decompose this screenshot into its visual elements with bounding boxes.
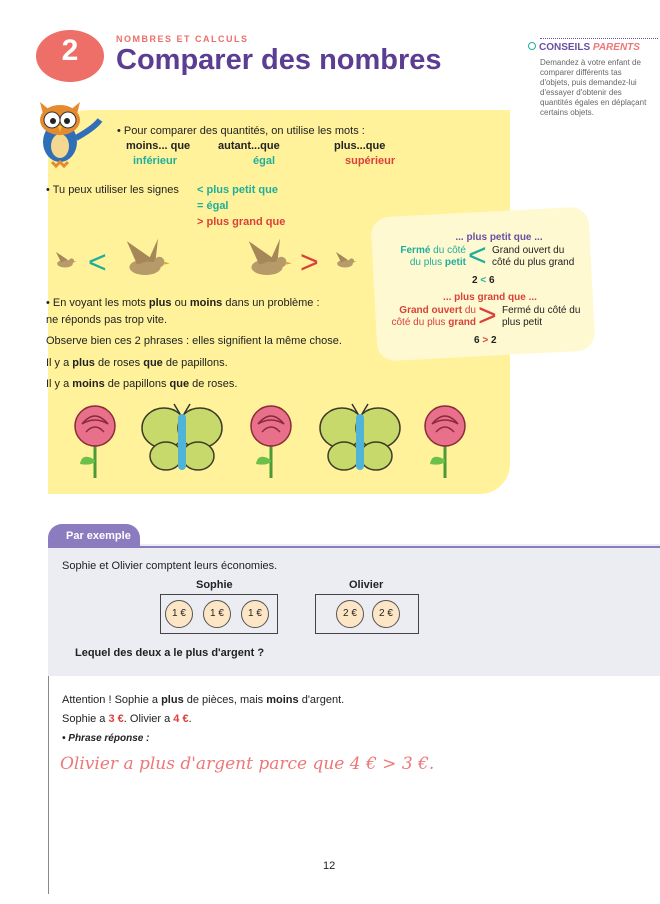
coin: 1 € [165,600,193,628]
olivier-coins [315,594,419,634]
tip-greater-symbol: > [478,297,497,333]
bird-icon [116,236,174,288]
tip-example-greater: 6 > 2 [474,335,497,346]
sophie-coins [160,594,278,634]
circle-icon [528,42,536,50]
sentence-1: Il y a plus de roses que de papillons. [46,357,228,369]
divider [48,546,660,548]
sentence-2: Il y a moins de papillons que de roses. [46,378,238,390]
topic-label: NOMBRES ET CALCULS [116,34,249,44]
tip-left-less: Fermé du côté du plus petit [400,245,466,268]
chapter-number: 2 [61,34,79,67]
conseils-heading: CONSEILS PARENTS [528,42,648,53]
owl-icon [30,92,110,172]
tip-head-greater: ... plus grand que ... [443,292,537,303]
divider [540,38,658,39]
example-question: Lequel des deux a le plus d'argent ? [75,647,265,659]
page-title: Comparer des nombres [116,44,442,76]
answer-script: Olivier a plus d'argent parce que 4 € > 3 €. [60,754,435,774]
butterfly-icon [316,402,404,476]
word-autant: autant...que [218,140,280,152]
conseils-text: Demandez à votre enfant de comparer différents tas d'objets, puis demandez-lui d'essayer d'obtenir des quantités égales en déplaçant certains objets. [540,58,647,117]
tip-less-symbol: < [468,237,487,273]
sign-less: < plus petit que [197,184,278,196]
coin: 1 € [203,600,231,628]
tip-content [380,232,590,346]
observe-text: Observe bien ces 2 phrases : elles signifient la même chose. [46,335,342,347]
tip-right-greater: Fermé du côté du plus petit [502,305,581,328]
bird-icon [52,248,78,274]
divider [48,676,49,894]
olivier-label: Olivier [349,579,384,591]
page-number: 12 [323,860,336,872]
tip-example-less: 2 < 6 [472,275,495,286]
example-tab: Par exemple [48,524,140,548]
tip-left-greater: Grand ouvert du côté du plus grand [391,305,476,328]
meaning-inferieur: inférieur [133,155,178,167]
word-moins: moins... que [126,140,191,152]
problem-line-1: • En voyant les mots plus ou moins dans un problème : [46,297,320,309]
rose-icon [244,402,298,480]
rose-icon [68,402,122,480]
intro-text: • Pour comparer des quantités, on utilise les mots : [117,125,365,137]
meaning-superieur: supérieur [345,155,396,167]
coin: 2 € [372,600,400,628]
bird-icon [238,236,296,288]
greater-than-symbol: > [300,244,319,280]
tip-right-less: Grand ouvert du côté du plus grand [492,245,575,268]
sign-equal: = égal [197,200,229,212]
coin: 1 € [241,600,269,628]
word-plus: plus...que [334,140,386,152]
sophie-label: Sophie [196,579,233,591]
rose-icon [418,402,472,480]
answer-label: • Phrase réponse : [62,733,150,744]
conseils-parents [528,42,648,118]
bird-icon [332,248,358,274]
signs-intro: • Tu peux utiliser les signes [46,184,179,196]
coin: 2 € [336,600,364,628]
answer-line-2: Sophie a 3 €. Olivier a 4 €. [62,713,192,725]
tip-head-less: ... plus petit que ... [455,232,543,243]
example-statement: Sophie et Olivier comptent leurs économies. [62,560,278,572]
answer-line-1: Attention ! Sophie a plus de pièces, mais moins d'argent. [62,694,345,706]
problem-line-2: ne réponds pas trop vite. [46,314,168,326]
sign-greater: > plus grand que [197,216,286,228]
meaning-egal: égal [253,155,276,167]
butterfly-icon [138,402,226,476]
less-than-symbol: < [88,244,107,280]
